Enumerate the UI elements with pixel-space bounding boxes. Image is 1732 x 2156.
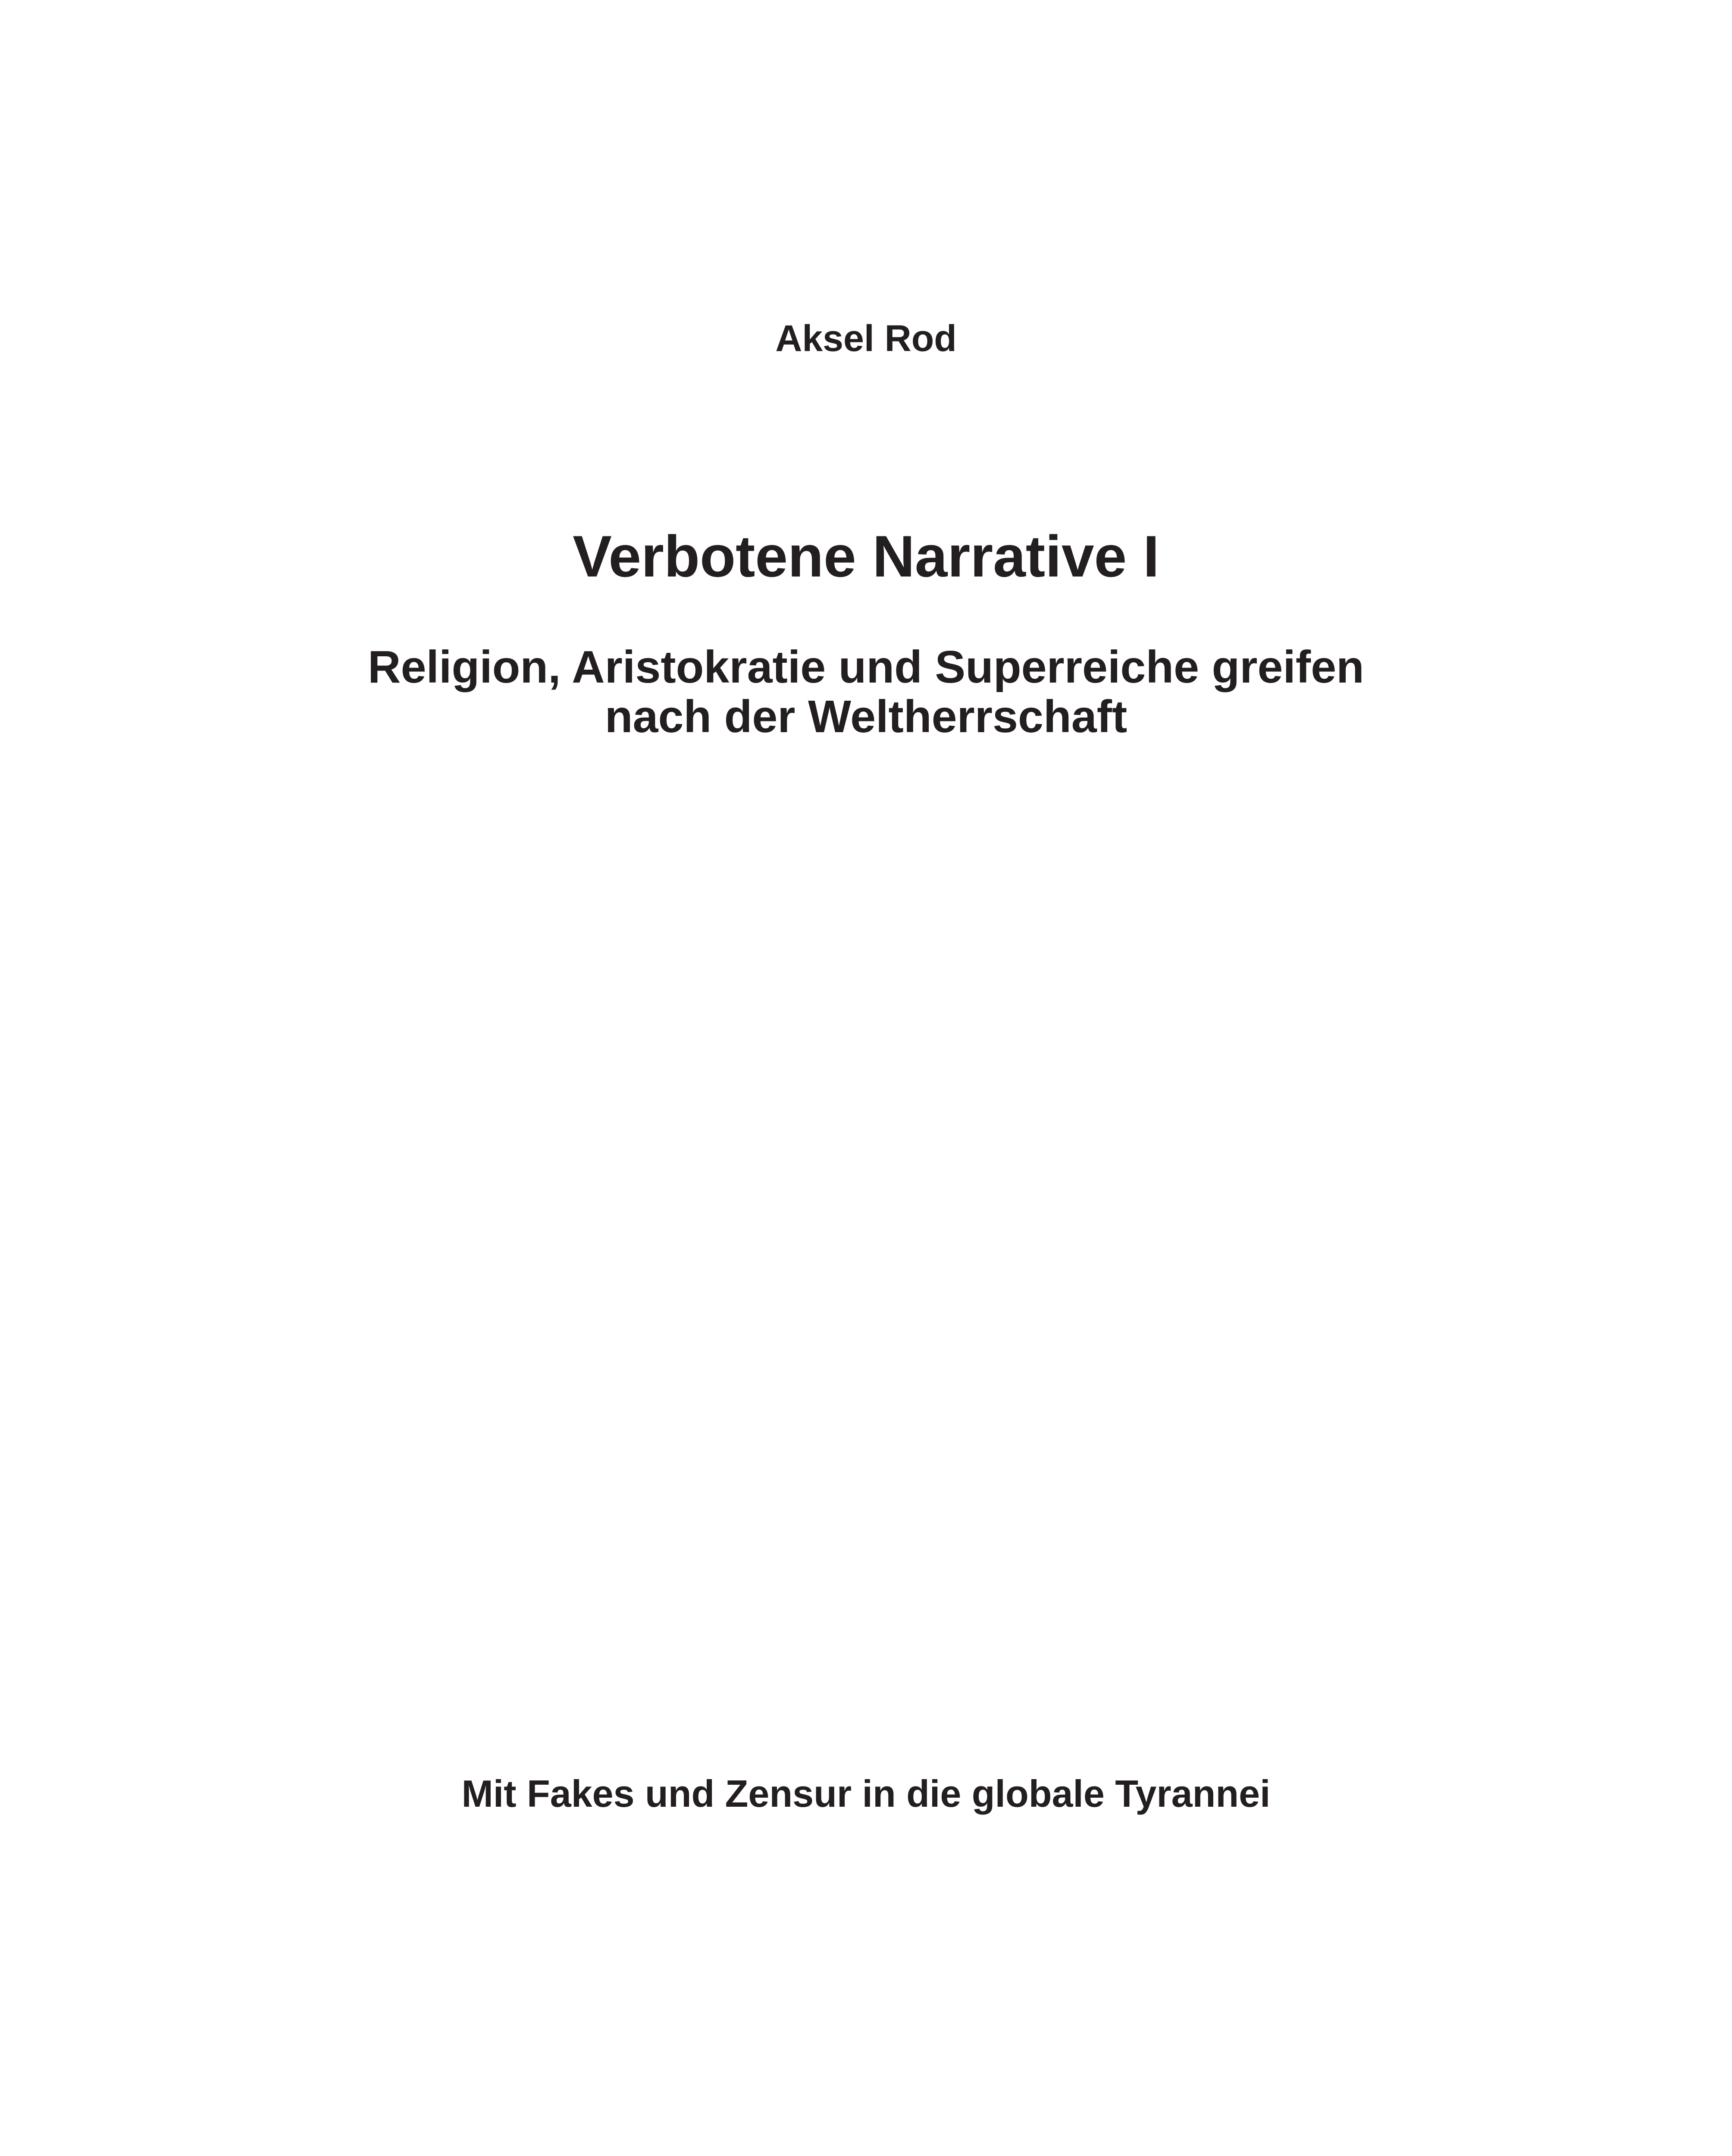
book-subtitle [0, 642, 1732, 742]
author-name: Aksel Rod [775, 318, 957, 359]
book-tagline: Mit Fakes und Zensur in die globale Tyrannei [461, 1772, 1271, 1815]
subtitle-line-1: Religion, Aristokratie und Superreiche greifen [368, 642, 1364, 693]
subtitle-line-2: nach der Weltherrschaft [604, 691, 1128, 742]
book-title: Verbotene Narrative I [573, 523, 1159, 589]
